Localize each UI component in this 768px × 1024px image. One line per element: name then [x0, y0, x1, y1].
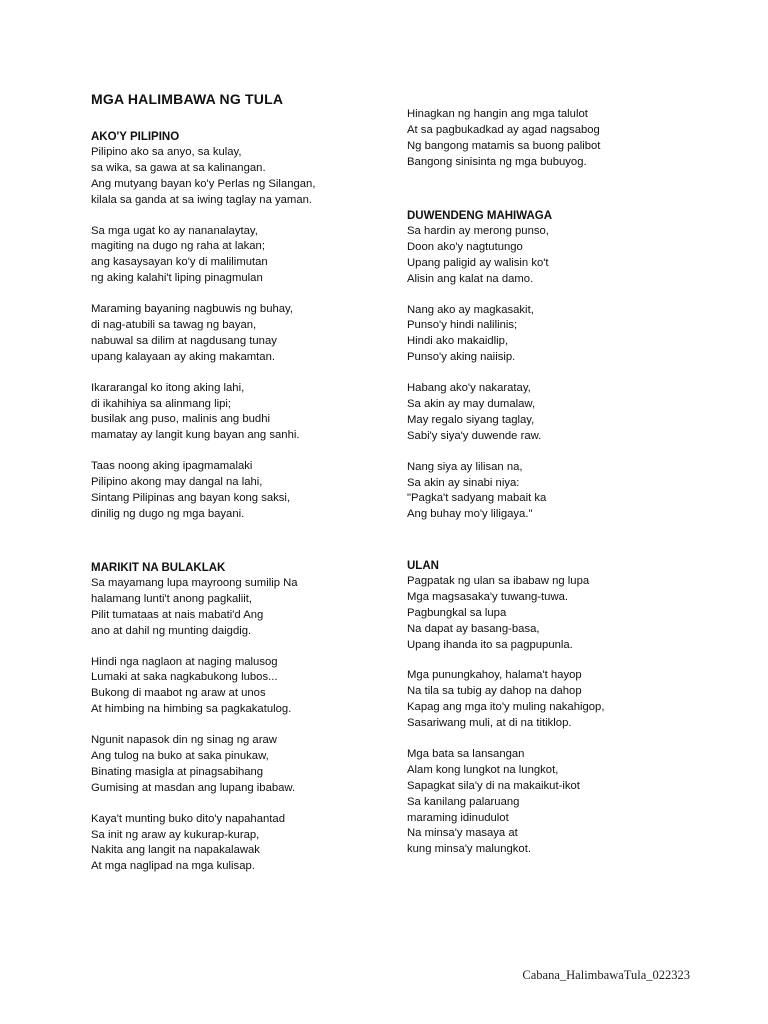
poem-line: Bangong sinisinta ng mga bubuyog.	[407, 155, 587, 168]
poem-line: ano at dahil ng munting daigdig.	[91, 624, 252, 637]
poem-line: Hindi ako makaidlip,	[407, 335, 509, 348]
page-title: MGA HALIMBAWA NG TULA	[91, 91, 284, 107]
poem-line: Na minsa'y masaya at	[407, 827, 518, 840]
poem-title: DUWENDENG MAHIWAGA	[407, 210, 553, 222]
poem-line: Hinagkan ng hangin ang mga talulot	[407, 108, 588, 120]
poem-line: busilak ang puso, malinis ang budhi	[91, 413, 270, 426]
poem-line: Ang mutyang bayan ko'y Perlas ng Silangan,	[91, 177, 316, 190]
poem-line: Sasariwang muli, at di na titiklop.	[407, 717, 572, 730]
poem-line: Kaya't munting buko dito'y napahantad	[91, 812, 285, 825]
poem-line: upang kalayaan ay aking makamtan.	[91, 350, 276, 363]
poem-line: Ikararangal ko itong aking lahi,	[91, 381, 245, 394]
poem-line: Habang ako'y nakaratay,	[407, 382, 531, 395]
poem-line: Sa mga ugat ko ay nananalaytay,	[91, 224, 258, 237]
poem-line: dinilig ng dugo ng mga bayani.	[91, 507, 245, 520]
stanza	[91, 576, 391, 640]
poem-line: Punso'y hindi nalilinis;	[407, 319, 518, 332]
stanza	[407, 224, 707, 288]
poem-line: Pilit tumataas at nais mabati'd Ang	[91, 608, 264, 621]
poem-line: ang kasaysayan ko'y di malilimutan	[91, 256, 268, 269]
poem-line: Nang siya ay lilisan na,	[407, 460, 523, 473]
poem-line: Kapag ang mga ito'y muling nakahigop,	[407, 701, 605, 714]
poem-line: Nakita ang langit na napakalawak	[91, 844, 260, 857]
poem-line: Ang buhay mo'y liligaya."	[407, 508, 533, 521]
poem-line: di nag-atubili sa tawag ng bayan,	[91, 319, 257, 332]
poem-line: Hindi nga naglaon at naging malusog	[91, 655, 278, 668]
poem-line: Na tila sa tubig ay dahop na dahop	[407, 685, 582, 698]
poem-line: Ngunit napasok din ng sinag ng araw	[91, 734, 277, 747]
poem-line: Upang paligid ay walisin ko't	[407, 256, 549, 269]
poem-line: Alam kong lungkot na lungkot,	[407, 763, 559, 776]
poem-line: Sa kanilang palaruang	[407, 795, 520, 808]
poem-line: kilala sa ganda at sa iwing taglay na yaman.	[91, 193, 313, 206]
stanza	[91, 145, 391, 209]
poem-line: May regalo siyang taglay,	[407, 413, 535, 426]
poem-line: Sa hardin ay merong punso,	[407, 225, 549, 237]
poem-line: Mga magsasaka'y tuwang-tuwa.	[407, 590, 569, 603]
stanza	[91, 655, 391, 719]
poem-line: Ng bangong matamis sa buong palibot	[407, 139, 601, 152]
stanza	[91, 224, 391, 288]
poem-line: Sa akin ay may dumalaw,	[407, 398, 536, 411]
poem-line: halamang lunti't anong pagkaliit,	[91, 592, 253, 605]
poem-line: Pilipino ako sa anyo, sa kulay,	[91, 146, 242, 158]
poem-continuation	[407, 107, 707, 171]
poem-line: At sa pagbukadkad ay agad nagsabog	[407, 123, 600, 136]
stanza	[407, 460, 707, 524]
poem-line: Sa akin ay sinabi niya:	[407, 476, 520, 489]
poem-line: Sa init ng araw ay kukurap-kurap,	[91, 828, 260, 841]
poem-line: Binating masigla at pinagsabihang	[91, 765, 264, 778]
poem-line: At mga naglipad na mga kulisap.	[91, 860, 255, 873]
poem-title: MARIKIT NA BULAKLAK	[91, 562, 226, 574]
poem-line: Sabi'y siya'y duwende raw.	[407, 429, 542, 442]
poem-line: Maraming bayaning nagbuwis ng buhay,	[91, 303, 294, 316]
poem-title: ULAN	[407, 560, 439, 572]
poem-line: Ang tulog na buko at saka pinukaw,	[91, 750, 269, 763]
poem-duwendeng-mahiwaga	[407, 208, 707, 523]
poem-line: nabuwal sa dilim at nagdusang tunay	[91, 334, 277, 347]
poem-line: Gumising at masdan ang lupang ibabaw.	[91, 781, 296, 794]
poem-line: Taas noong aking ipagmamalaki	[91, 460, 253, 473]
stanza	[407, 107, 707, 171]
poem-line: At himbing na himbing sa pagkakatulog.	[91, 703, 292, 716]
poem-marikit-na-bulaklak	[91, 560, 391, 875]
poem-line: Bukong di maabot ng araw at unos	[91, 687, 266, 700]
poem-line: kung minsa'y malungkot.	[407, 843, 531, 856]
document-footer: Cabana_HalimbawaTula_022323	[522, 968, 690, 982]
poem-line: Na dapat ay basang-basa,	[407, 622, 540, 635]
stanza	[91, 733, 391, 797]
stanza	[91, 381, 391, 445]
poem-line: Pagbungkal sa lupa	[407, 606, 507, 619]
poem-line: Alisin ang kalat na damo.	[407, 272, 534, 285]
stanza	[407, 381, 707, 445]
poem-line: Sintang Pilipinas ang bayan kong saksi,	[91, 492, 291, 505]
stanza	[407, 747, 707, 858]
poem-line: Mga punungkahoy, halama't hayop	[407, 669, 582, 682]
poem-line: Doon ako'y nagtutungo	[407, 240, 523, 253]
poem-line: Sapagkat sila'y di na makaikut-ikot	[407, 779, 580, 792]
poem-line: Upang ihanda ito sa pagpupunla.	[407, 638, 573, 651]
poem-line: Pilipino akong may dangal na lahi,	[91, 476, 263, 489]
poem-ako-y-pilipino	[91, 129, 391, 523]
poem-line: Mga bata sa lansangan	[407, 748, 525, 761]
poem-line: ng aking kalahi't liping pinagmulan	[91, 272, 263, 285]
stanza	[91, 459, 391, 523]
poem-title: AKO'Y PILIPINO	[91, 131, 180, 143]
poem-line: Pagpatak ng ulan sa ibabaw ng lupa	[407, 575, 590, 587]
stanza	[91, 812, 391, 876]
poem-line: Nang ako ay magkasakit,	[407, 303, 534, 316]
poem-line: di ikahihiya sa alinmang lipi;	[91, 397, 232, 410]
stanza	[407, 574, 707, 653]
poem-line: Sa mayamang lupa mayroong sumilip Na	[91, 577, 298, 589]
poem-line: sa wika, sa gawa at sa kalinangan.	[91, 161, 266, 174]
poem-line: Punso'y aking naiisip.	[407, 351, 516, 364]
stanza	[407, 303, 707, 367]
poem-line: mamatay ay langit kung bayan ang sanhi.	[91, 429, 300, 442]
stanza	[407, 668, 707, 732]
poem-line: Lumaki at saka nagkabukong lubos...	[91, 671, 278, 684]
poem-line: magiting na dugo ng raha at lakan;	[91, 240, 265, 253]
stanza	[91, 302, 391, 366]
poem-line: "Pagka't sadyang mabait ka	[407, 492, 547, 505]
poem-line: maraming idinudulot	[407, 811, 509, 824]
poem-ulan	[407, 558, 707, 858]
